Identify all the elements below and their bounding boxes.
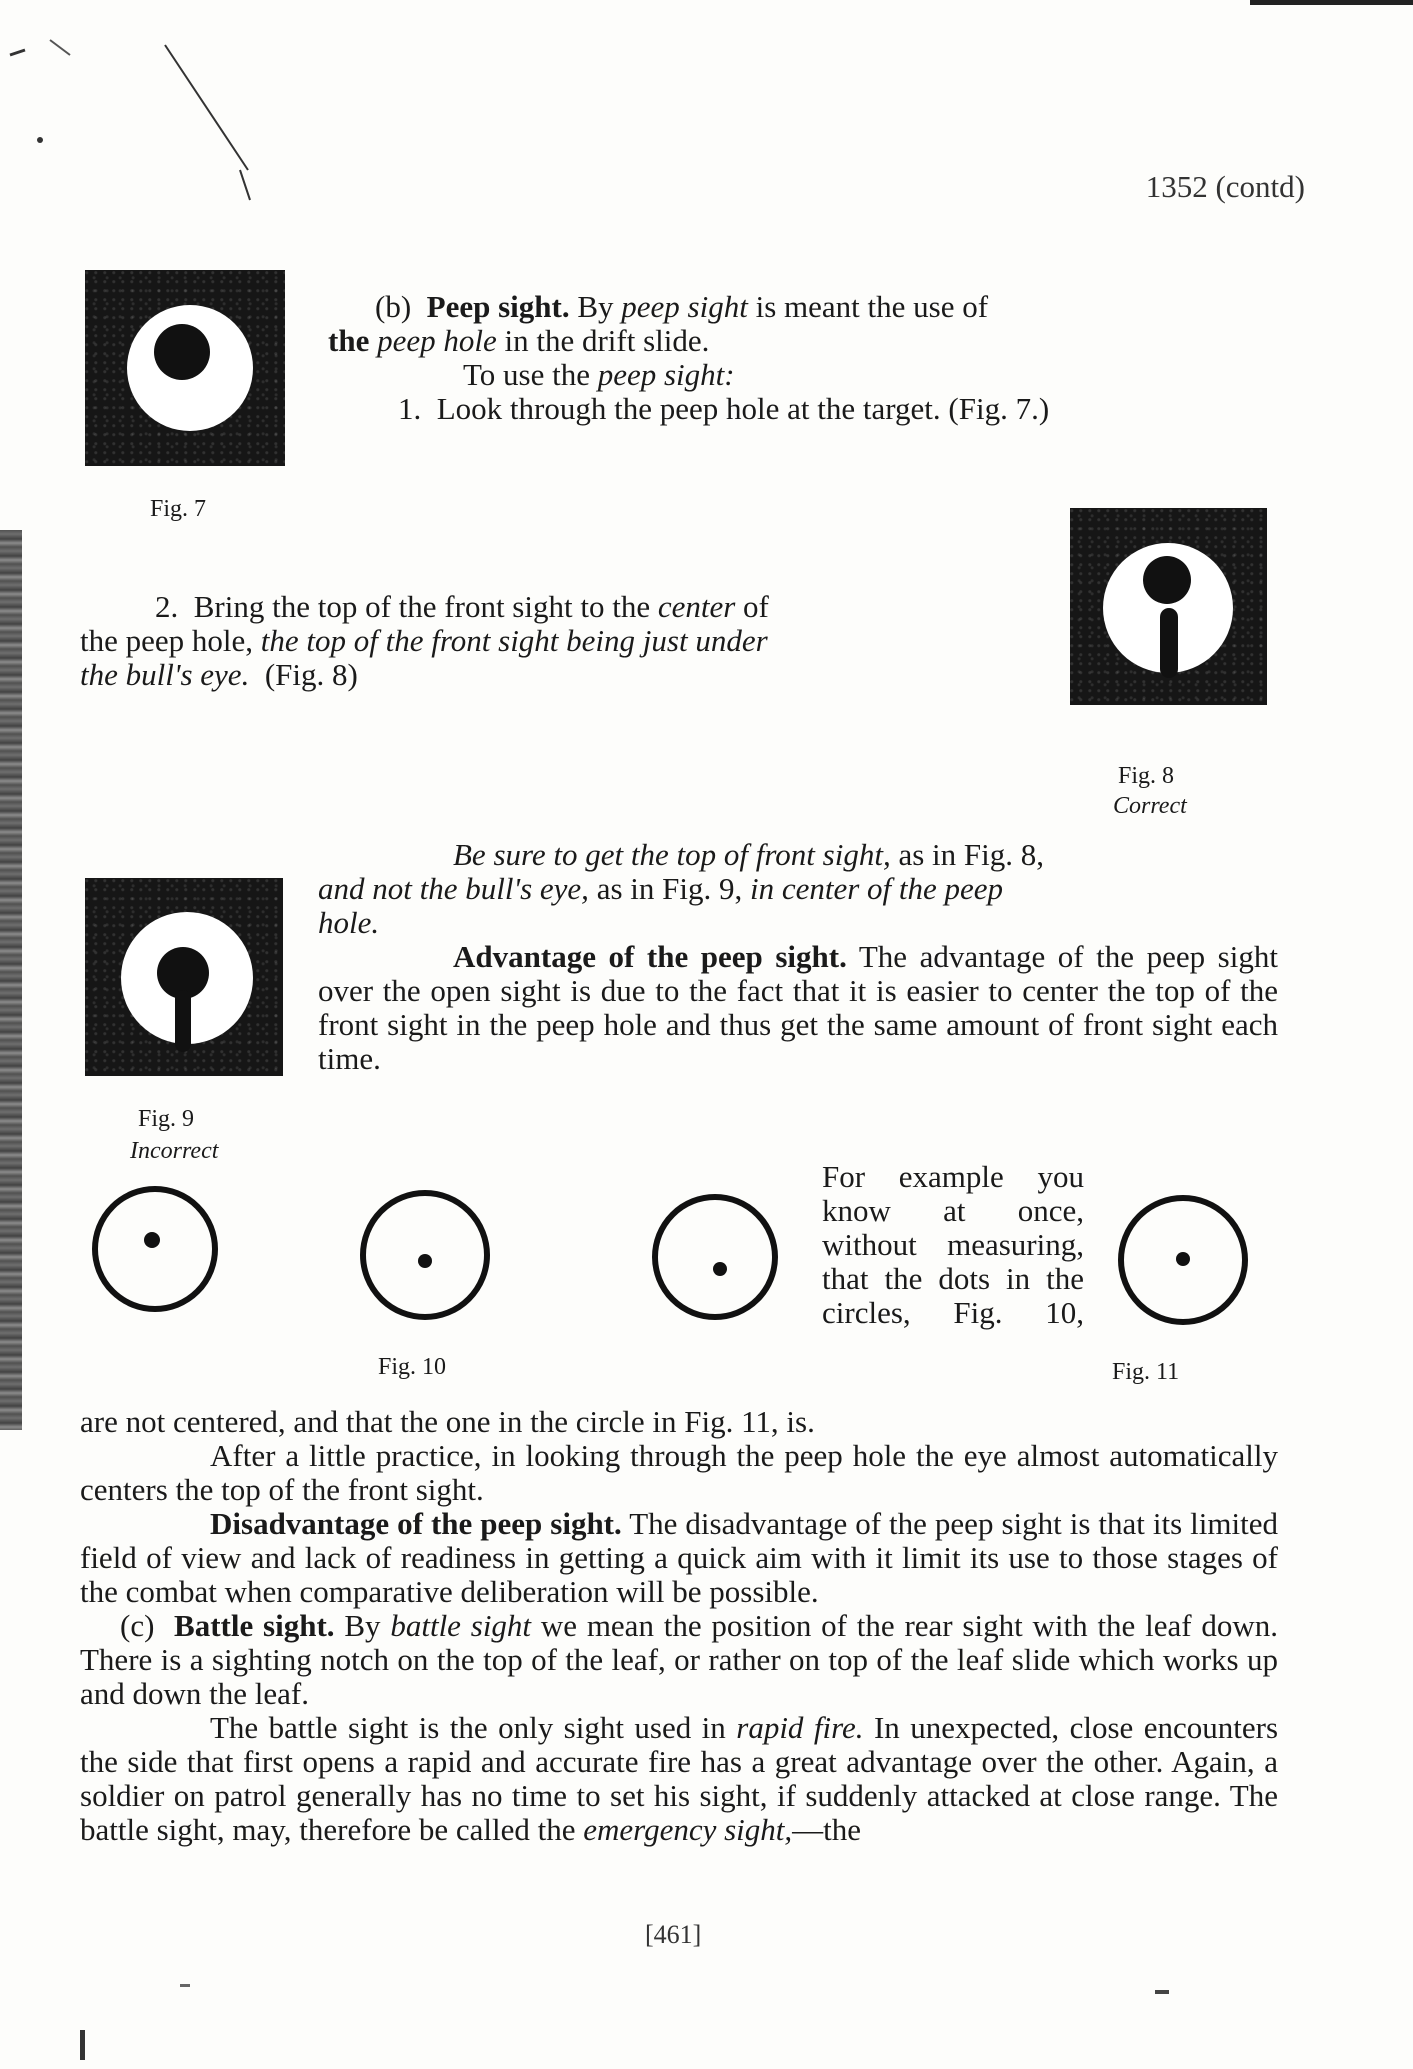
step-2-part-c: the peep hole, — [80, 623, 254, 658]
step-2-text — [80, 590, 1030, 692]
intro-text-2: is meant the use of — [755, 289, 989, 324]
figure-7-caption: Fig. 7 — [150, 496, 207, 522]
bottom-marks — [0, 1970, 1413, 2069]
example-tail: are not centered, and that the one in the circle in Fig. 11, is. — [80, 1404, 815, 1439]
correct-sight-alignment-icon — [1070, 508, 1267, 705]
fig11-dot — [1176, 1252, 1190, 1266]
to-use-term: peep sight: — [597, 357, 735, 392]
section-c-term: battle sight — [390, 1608, 532, 1643]
section-c-title: Battle sight. — [174, 1608, 335, 1643]
figure-8-image — [1070, 508, 1267, 705]
fig10-circle-3 — [655, 1197, 775, 1317]
intro-text-4: in the drift slide. — [504, 323, 710, 358]
to-use-text: To use the — [463, 357, 590, 392]
figure-8-caption: Fig. 8 — [1118, 763, 1175, 789]
section-c-p2-term: rapid fire. — [736, 1710, 864, 1745]
binding-edge — [0, 530, 22, 1430]
disadvantage-text: The disadvantage of the peep sight is that its limited field of view and lack of readiness in getting a quick aim with it limit its use to those stages of the combat when comparative deliberation will be possible. — [80, 1506, 1278, 1609]
section-c-label: (c) — [120, 1608, 155, 1643]
incorrect-sight-alignment-icon — [85, 878, 283, 1076]
section-b-label: (b) — [375, 289, 412, 324]
caution-part-3: and not the bull's eye, — [318, 871, 589, 906]
caution-part-6: hole. — [318, 905, 380, 940]
caution-part-1: Be sure to get the top of front sight, — [453, 837, 891, 872]
disadvantage-title: Disadvantage of the peep sight. — [210, 1506, 622, 1541]
step-2-part-a: Bring the top of the front sight to the — [193, 589, 651, 624]
caution-and-advantage — [318, 838, 1278, 1076]
step-1-number: 1. — [398, 391, 422, 426]
section-b-title: Peep sight. — [426, 289, 570, 324]
advantage-title: Advantage of the peep sight. — [453, 939, 847, 974]
figure-8-note: Correct — [1113, 793, 1187, 819]
step-2-part-d: the top of the front sight being just under — [260, 623, 768, 658]
page-number: [461] — [645, 1920, 702, 1949]
fig10-dot-1 — [144, 1232, 160, 1248]
lower-body-text — [80, 1405, 1278, 1847]
section-c-text-1: By — [344, 1608, 381, 1643]
advantage-text: The advantage of the peep sight over the open sight is due to the fact that it is easier to center the top of the front sight in the peep hole and thus get the same amount of front sight each time. — [318, 939, 1278, 1076]
example-column: For example you know at once, without measuring, that the dots in the circles, Fig. 10, — [822, 1159, 1084, 1330]
top-rule — [1250, 0, 1413, 5]
caution-part-4: as in Fig. 9, — [596, 871, 743, 906]
step-1-text: Look through the peep hole at the target. (Fig. 7.) — [436, 391, 1050, 426]
intro-text: By — [577, 289, 614, 324]
section-b-text — [328, 290, 1278, 426]
figure-10-circles — [60, 1185, 780, 1360]
step-2-part-f: (Fig. 8) — [264, 657, 358, 692]
figure-9-image — [85, 878, 283, 1076]
fig10-circle-1 — [95, 1189, 215, 1309]
intro-term: peep sight — [621, 289, 748, 324]
step-2-center: center — [657, 589, 736, 624]
step-2-part-e: the bull's eye. — [80, 657, 250, 692]
step-2-part-b: of — [743, 589, 769, 624]
practice-text: After a little practice, in looking through the peep hole the eye almost automatically centers the top of the front sight. — [80, 1438, 1278, 1507]
section-c-p2-b: In unexpected, close encounters the side that first opens a rapid and accurate fire has a great advantage over the other. Again, a soldier on patrol generally has no time to set his sight, if suddenly attacked at close range. The battle sight, may, therefore be called the — [80, 1710, 1279, 1847]
section-c-p2-term2: emergency sight, — [583, 1812, 793, 1847]
figure-9-note: Incorrect — [130, 1138, 219, 1164]
figure-7-image — [85, 270, 285, 466]
page-reference: 1352 (contd) — [1145, 169, 1305, 204]
intro-text-3: the — [328, 323, 370, 358]
section-c-text-2: we mean the position of the rear sight with the leaf down. There is a sighting notch on the top of the leaf, or rather on top of the leaf slide which works up and down the leaf. — [80, 1608, 1279, 1711]
intro-term-2: peep hole — [377, 323, 497, 358]
figure-11-circle — [1108, 1190, 1258, 1340]
caution-part-5: in center of the peep — [749, 871, 1004, 906]
step-2-number: 2. — [155, 589, 179, 624]
caution-part-2: as in Fig. 8, — [898, 837, 1044, 872]
section-c-p2-c: —the — [792, 1812, 862, 1847]
figure-9-caption: Fig. 9 — [138, 1106, 195, 1132]
fig10-dot-2 — [418, 1254, 432, 1268]
figure-11-caption: Fig. 11 — [1112, 1359, 1180, 1385]
section-c-p2-a: The battle sight is the only sight used in — [210, 1710, 726, 1745]
peep-hole-target-icon — [85, 270, 285, 466]
figure-10-caption: Fig. 10 — [378, 1354, 447, 1380]
corner-marks — [0, 0, 320, 220]
fig10-dot-3 — [713, 1262, 727, 1276]
